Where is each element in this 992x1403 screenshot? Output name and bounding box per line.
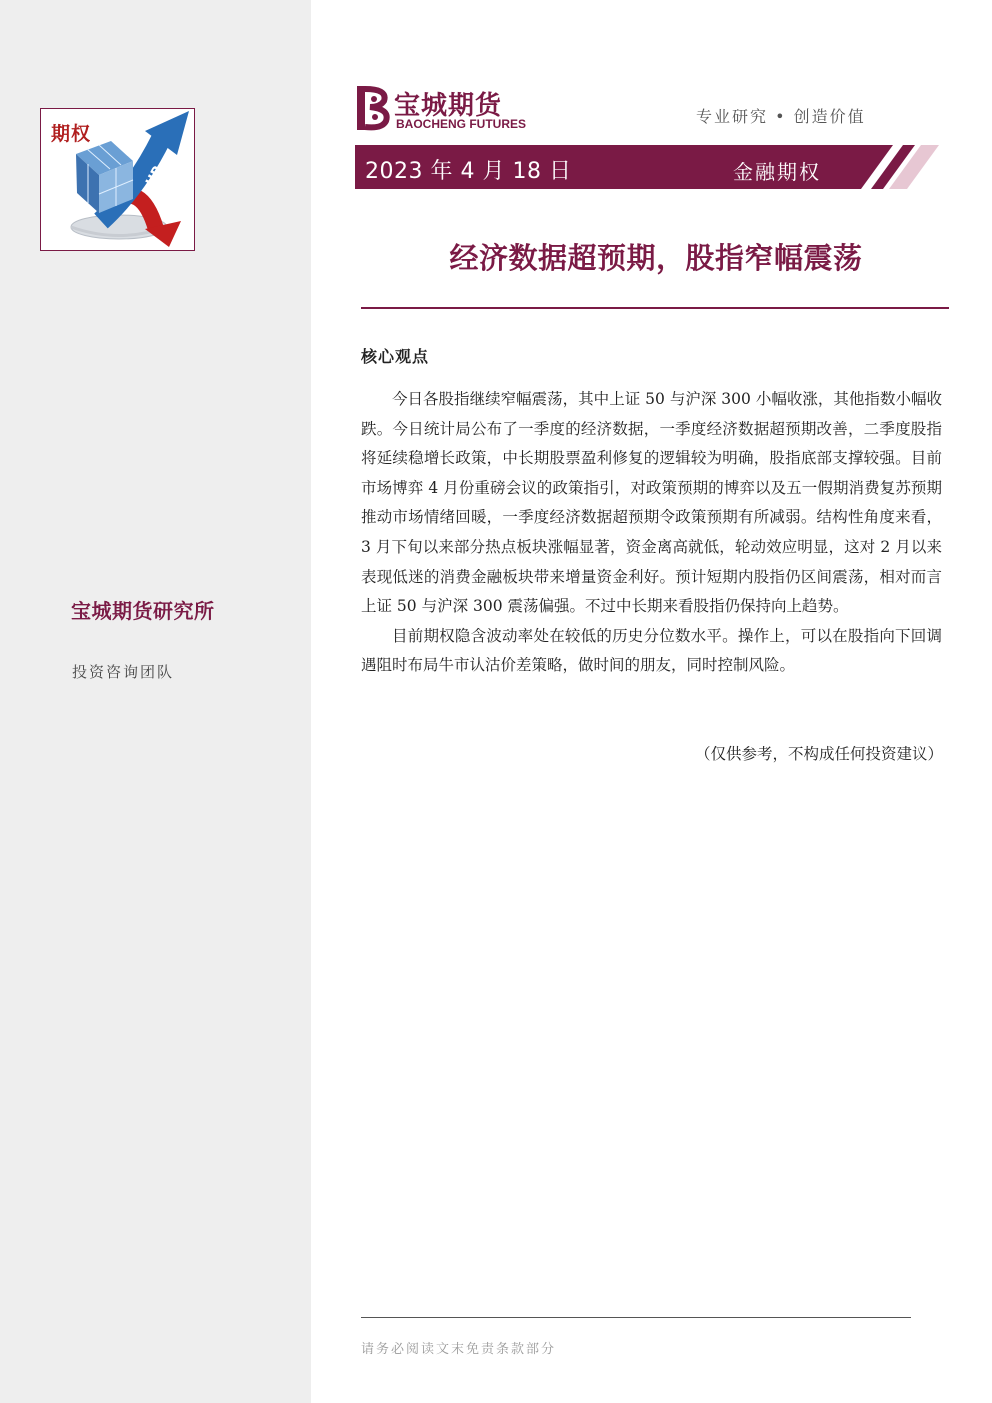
footer-note: 请务必阅读文末免责条款部分 [361,1342,557,1357]
headline-divider [361,307,949,309]
footer-divider [361,1317,911,1318]
article-body [361,385,942,681]
logo-chinese-name: 宝城期货 [394,91,503,121]
cover-up-label: UP [143,164,166,189]
report-category: 金融期权 [733,160,821,184]
body-paragraph: 今日各股指继续窄幅震荡，其中上证 50 与沪深 300 小幅收涨，其他指数小幅收跌。今日统计局公布了一季度的经济数据，一季度经济数据超预期改善，二季度股指将延续稳增长政策，中长期股票盈利修复的逻辑较为明确，股指底部支撑较强。目前市场博弈 4 月份重磅会议的政策指引，对政策预期的博弈以及五一假期消费复苏预期推动市场情绪回暖，一季度经济数据超预期令政策预期有所减弱。结构性角度来看，3 月下旬以来部分热点板块涨幅显著，资金离高就低，轮动效应明显，这对 2 月以来表现低迷的消费金融板块带来增量资金利好。预计短期内股指仍区间震荡，相对而言上证 50 与沪深 300 震荡偏强。不过中长期来看股指仍保持向上趋势。 [361,390,942,616]
investment-disclaimer: （仅供参考，不构成任何投资建议） [694,745,943,763]
logo-english-name: BAOCHENG FUTURES [396,117,527,131]
cover-title: 期权 [51,123,92,145]
institute-name: 宝城期货研究所 [71,599,215,623]
cover-image [40,108,195,251]
sidebar [0,0,311,1403]
logo-emblem-icon [356,85,392,131]
section-title: 核心观点 [361,347,430,366]
report-date: 2023 年 4 月 18 日 [365,159,572,184]
slogan: 专业研究 • 创造价值 [696,107,866,126]
body-paragraph: 目前期权隐含波动率处在较低的历史分位数水平。操作上，可以在股指向下回调遇阻时布局牛市认沽价差策略，做时间的朋友，同时控制风险。 [361,626,942,675]
company-logo [356,85,526,131]
article-headline: 经济数据超预期，股指窄幅震荡 [449,241,863,275]
team-name: 投资咨询团队 [72,663,175,681]
